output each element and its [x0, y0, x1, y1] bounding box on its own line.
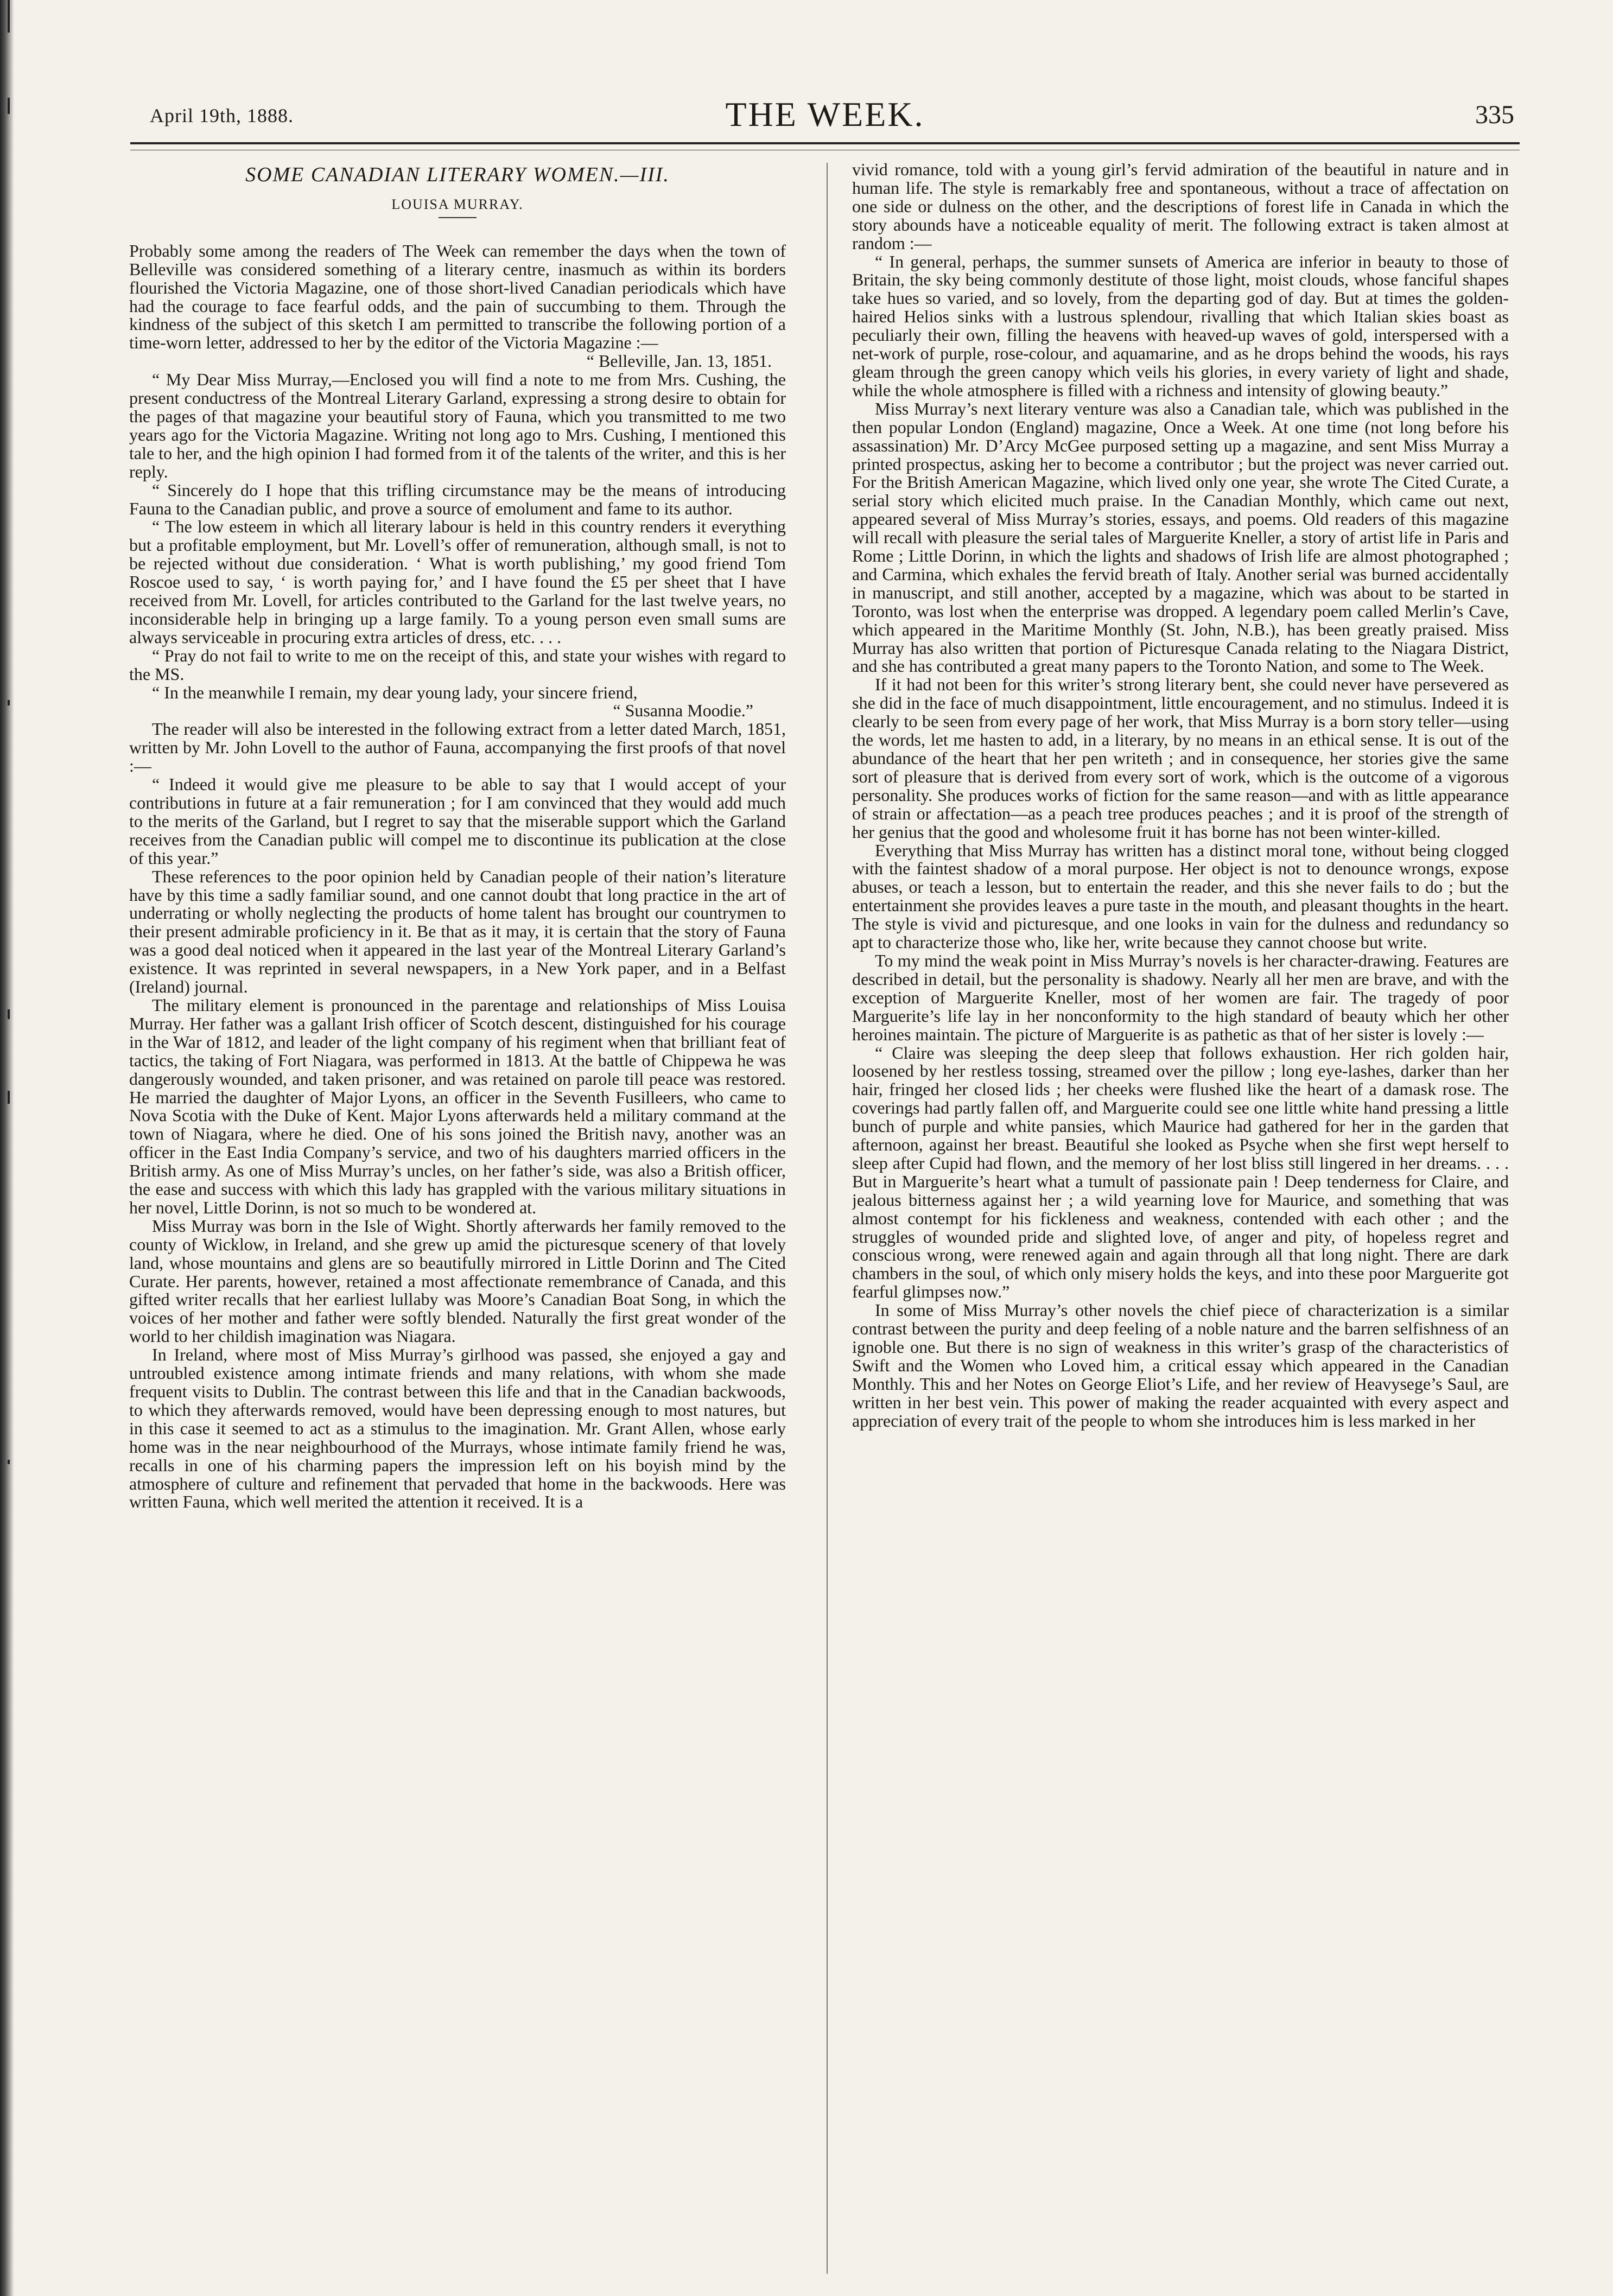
article-title: SOME CANADIAN LITERARY WOMEN.—III. [245, 163, 670, 186]
letter-signature: “ Susanna Moodie.” [613, 701, 753, 721]
paragraph: vivid romance, told with a young girl’s fervid admiration of the beautiful in nature and in human life. The style is remarkably free and spontaneous, without a trace of affectation on one side or dulness on the other, and the descriptions of forest life in Canada in which the story abounds have a noticeable equality of merit. The following extract is taken almost at random :— [852, 161, 1509, 253]
paragraph: “ Sincerely do I hope that this trifling circumstance may be the means of introducing Fauna to the Canadian public, and prove a source of emolument and fame to its author. [129, 480, 786, 518]
paragraph: “ In general, perhaps, the summer sunsets of America are inferior in beauty to those of Britain, the sky being commonly destitute of those light, moist clouds, whose fanciful shapes take hues so varied, and so lovely, from the departing god of day. But at times the golden-haired Helios sinks with a lustrous splendour, rivalling that which Italian skies boast as peculiarly their own, filling the heavens with heaved-up waves of gold, interspersed with a net-work of purple, rose-colour, and aquamarine, and as he drops behind the woods, his rays gleam through the green canopy which veils his glories, in every variety of light and shade, while the whole atmosphere is filled with a richness and intensity of glowing beauty.” [852, 251, 1509, 400]
masthead-title: THE WEEK. [725, 95, 925, 133]
paragraph: “ The low esteem in which all literary labour is held in this country renders it everything but a profitable employment, but Mr. Lovell’s offer of remuneration, although small, is not to be rejected without due consideration. ‘ What is worth publishing,’ my good friend Tom Roscoe used to say, ‘ is worth paying for,’ and I have found the £5 per sheet that I have received from Mr. Lovell, for articles contributed to the Garland for the last twelve years, no inconsiderable help in bringing up a large family. To a young person even small sums are always serviceable in procuring extra articles of dress, etc. . . . [129, 517, 786, 647]
paragraph: Miss Murray was born in the Isle of Wight. Shortly afterwards her family removed to the county of Wicklow, in Ireland, and she grew up amid the picturesque scenery of that lovely land, whose mountains and glens are so beautifully mirrored in Little Dorinn and The Cited Curate. Her parents, however, retained a most affectionate remembrance of Canada, and this gifted writer recalls that her earliest lullaby was Moore’s Canadian Boat Song, in which the voices of her mother and father were softly blended. Naturally the first great wonder of the world to her childish imagination was Niagara. [129, 1216, 786, 1346]
paragraph: The military element is pronounced in the parentage and relationships of Miss Louisa Murray. Her father was a gallant Irish officer of Scotch descent, distinguished for his courage in the War of 1812, and leader of the light company of his regiment when that brilliant feat of tactics, the taking of Fort Niagara, was performed in 1813. At the battle of Chippewa he was dangerously wounded, and taken prisoner, and was retained on parole till peace was restored. He married the daughter of Major Lyons, an officer in the Seventh Fusilleers, who came to Nova Scotia with the Duke of Kent. Major Lyons afterwards held a military command at the town of Niagara, where he died. One of his sons joined the British navy, another was an officer in the East India Company’s service, and two of his daughters married officers in the British army. As one of Miss Murray’s uncles, on her father’s side, was also a British officer, the ease and success with which this lady has grappled with the various military situations in her novel, Little Dorinn, is not so much to be wondered at. [129, 995, 786, 1217]
byline-rule [439, 217, 477, 218]
paragraph: In some of Miss Murray’s other novels the chief piece of characterization is a similar contrast between the purity and deep feeling of a noble nature and the barren selfishness of an ignoble one. But there is no sign of weakness in this writer’s grasp of the characteristics of Swift and the Women who Loved him, a critical essay which appeared in the Canadian Monthly. This and her Notes on George Eliot’s Life, and her review of Heavysege’s Saul, are written in her best vein. This power of making the reader acquainted with every aspect and appreciation of every trait of the people to whom she introduces him is less marked in her [852, 1300, 1509, 1430]
paragraph: Probably some among the readers of The Week can remember the days when the town of Belleville was considered something of a literary centre, inasmuch as within its borders flourished the Victoria Magazine, one of those short-lived Canadian periodicals which have had the courage to face fearful odds, and the pain of succumbing to them. Through the kindness of the subject of this sketch I am permitted to transcribe the following portion of a time-worn letter, addressed to her by the editor of the Victoria Magazine :— [129, 240, 786, 353]
paragraph: In Ireland, where most of Miss Murray’s girlhood was passed, she enjoyed a gay and untroubled existence among intimate friends and many relations, with whom she made frequent visits to Dublin. The contrast between this life and that in the Canadian backwoods, to which they afterwards removed, would have been depressing enough to most natures, but in this case it seemed to act as a stimulus to the imagination. Mr. Grant Allen, whose early home was in the near neighbourhood of the Murrays, whose intimate family friend he was, recalls in one of his charming papers the impression left on his boyish mind by the atmosphere of culture and refinement that pervaded that home in the backwoods. Here was written Fauna, which well merited the attention it received. It is a [129, 1345, 786, 1512]
scan-edge-marks [8, 0, 13, 2296]
article-byline: LOUISA MURRAY. [391, 196, 524, 212]
paragraph: Miss Murray’s next literary venture was also a Canadian tale, which was published in the then popular London (England) magazine, Once a Week. At one time (not long before his assassination) Mr. D’Arcy McGee purposed setting up a magazine, and sent Miss Murray a printed prospectus, asking her to become a contributor ; but the project was never carried out. For the British American Magazine, which lived only one year, she wrote The Cited Curate, a serial story which elicited much praise. In the Canadian Monthly, which came out next, appeared several of Miss Murray’s stories, essays, and poems. Old readers of this magazine will recall with pleasure the serial tales of Marguerite Kneller, a story of artist life in Paris and Rome ; Little Dorinn, in which the lights and shadows of Irish life are almost photographed ; and Carmina, which exhales the fervid breath of Italy. Another serial was burned accidentally in manuscript, and still another, accepted by a magazine, which was about to be started in Toronto, was lost when the enterprise was dropped. A legendary poem called Merlin’s Cave, which appeared in the Maritime Monthly (St. John, N.B.), has been greatly praised. Miss Murray has also written that portion of Picturesque Canada relating to the Niagara District, and she has contributed a great many papers to the Toronto Nation, and some to The Week. [852, 398, 1509, 676]
paragraph: “ In the meanwhile I remain, my dear young lady, your sincere friend, [152, 682, 638, 702]
paragraph: “ My Dear Miss Murray,—Enclosed you will find a note to me from Mrs. Cushing, the present conductress of the Montreal Literary Garland, expressing a strong desire to obtain for the pages of that magazine your beautiful story of Fauna, which you transmitted to me two years ago for the Victoria Magazine. Writing not long ago to Mrs. Cushing, I mentioned this tale to her, and the high opinion I had formed from it of the talents of the writer, and this is her reply. [129, 370, 786, 481]
paragraph: If it had not been for this writer’s strong literary bent, she could never have persevered as she did in the face of much disappointment, little encouragement, and no stimulus. Indeed it is clearly to be seen from every page of her work, that Miss Murray is a born story teller—using the words, let me hasten to add, in a literary, by no means in an ethical sense. It is out of the abundance of the heart that her pen writeth ; and in consequence, her stories give the same sort of pleasure that is derived from every sort of work, which is the outcome of a vigorous personality. She produces works of fiction for the same reason—and with as little appearance of strain or affectation—as a peach tree produces peaches ; and it is proof of the strength of her genius that the good and wholesome fruit it has borne has not been winter-killed. [852, 675, 1509, 842]
header-rule [130, 142, 1520, 144]
issue-date: April 19th, 1888. [150, 105, 294, 126]
right-column [852, 161, 1509, 2277]
left-column [129, 161, 786, 2277]
paragraph: “ Claire was sleeping the deep sleep that follows exhaustion. Her rich golden hair, loosened by her restless tossing, streamed over the pillow ; long eye-lashes, darker than her hair, fringed her closed lids ; her cheeks were flushed like the heart of a damask rose. The coverings had partly fallen off, and Marguerite could see one little white hand pressing a little bunch of purple and white pansies, which Maurice had gathered for her in the garden that afternoon, against her breast. Beautiful she looked as Psyche when she first wept herself to sleep after Cupid had flown, and the memory of her lost bliss still lingered in her dreams. . . . But in Marguerite’s heart what a tumult of passionate pain ! Deep tenderness for Claire, and jealous bitterness against her ; a wild yearning love for Maurice, and something that was almost contempt for his fickleness and weakness, contended with each other ; and the struggles of wounded pride and slighted love, of anger and pity, of hopeless regret and conscious wrong, were renewed again and again through all that long night. There are dark chambers in the soul, of which only misery holds the keys, and into these poor Marguerite got fearful glimpses now.” [852, 1042, 1509, 1302]
paragraph: “ Indeed it would give me pleasure to be able to say that I would accept of your contributions in future at a fair remuneration ; for I am convinced that they would add much to the merits of the Garland, but I regret to say that the miserable support which the Garland receives from the Canadian public will compel me to discontinue its publication at the close of this year.” [129, 774, 786, 868]
paragraph: To my mind the weak point in Miss Murray’s novels is her character-drawing. Features are described in detail, but the personality is shadowy. Nearly all her men are brave, and with the exception of Marguerite Kneller, most of her women are fair. The tragedy of poor Marguerite’s life lay in her nonconformity to the high standard of beauty which her other heroines maintain. The picture of Marguerite is as pathetic as that of her sister is lovely :— [852, 950, 1509, 1044]
page-header [136, 95, 1514, 137]
page-number: 335 [1475, 100, 1514, 129]
paragraph: “ Pray do not fail to write to me on the receipt of this, and state your wishes with regard to the MS. [129, 645, 786, 684]
column-divider [827, 163, 828, 2274]
letter-dateline: “ Belleville, Jan. 13, 1851. [586, 351, 772, 371]
paragraph: These references to the poor opinion held by Canadian people of their nation’s literature have by this time a sadly familiar sound, and one cannot doubt that long practice in the art of underrating or wholly neglecting the products of home talent has brought our countrymen to their present admirable proficiency in it. Be that as it may, it is certain that the story of Fauna was a good deal noticed when it appeared in the last year of the Montreal Literary Garland’s existence. It was reprinted in several newspapers, in a New York paper, and in a Belfast (Ireland) journal. [129, 866, 786, 997]
paragraph: Everything that Miss Murray has written has a distinct moral tone, without being clogged with the faintest shadow of a moral purpose. Her object is not to denounce wrongs, expose abuses, or teach a lesson, but to entertain the reader, and this she never fails to do ; but the entertainment she provides leaves a pure taste in the mouth, and pleasant thoughts in the heart. The style is vivid and picturesque, and one looks in vain for the dulness and redundancy so apt to characterize those who, like her, write because they cannot choose but write. [852, 840, 1509, 952]
paragraph: The reader will also be interested in the following extract from a letter dated March, 1851, written by Mr. John Lovell to the author of Fauna, accompanying the first proofs of that novel :— [129, 719, 786, 776]
